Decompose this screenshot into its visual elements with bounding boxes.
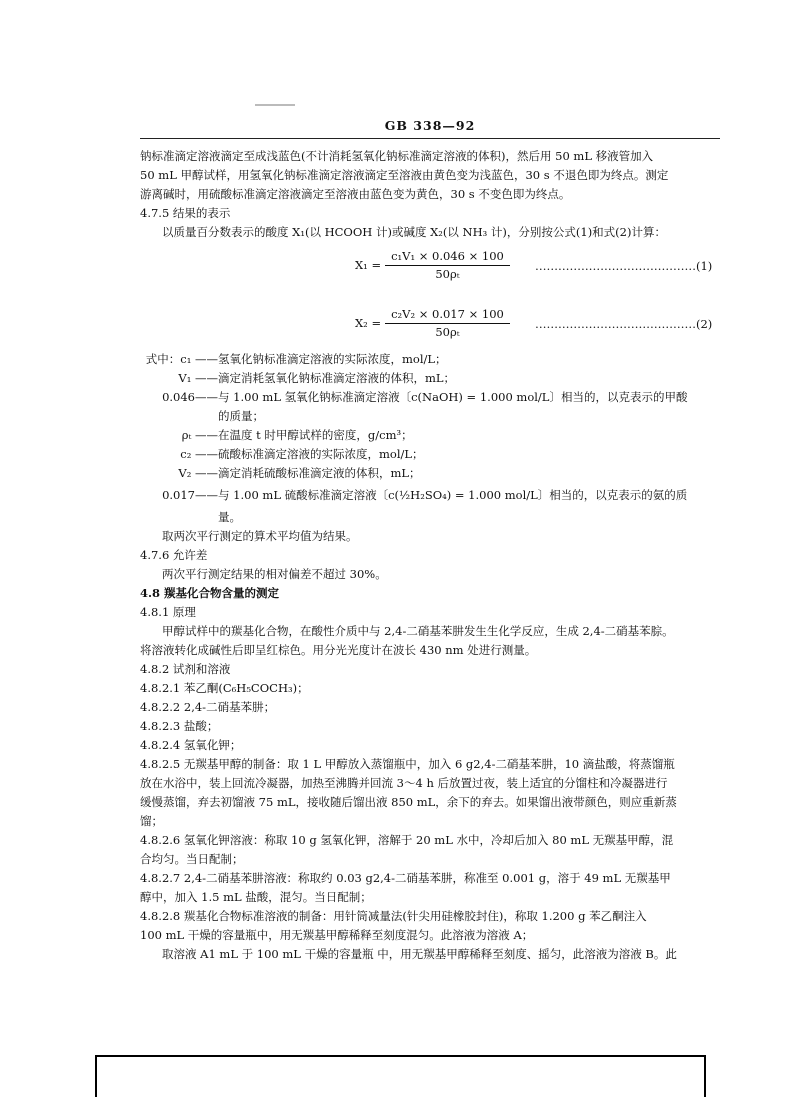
formula-1-denominator: 50ρₜ	[435, 267, 460, 281]
section-4-8-2-3: 4.8.2.3 盐酸；	[140, 719, 219, 733]
formula-1-numerator: c₁V₁ × 0.046 × 100	[385, 248, 510, 266]
section-4-8-2-1: 4.8.2.1 苯乙酮(C₆H₅COCH₃)；	[140, 681, 309, 695]
formula-2	[140, 300, 720, 350]
section-4-8-1-para-1: 甲醇试样中的羰基化合物，在酸性介质中与 2,4-二硝基苯肼发生生化学反应，生成 2,4-二硝基苯腙。	[162, 624, 674, 638]
intro-line-1: 钠标准滴定溶液滴定至成浅蓝色(不计消耗氢氧化钠标准滴定溶液的体积)，然后用 50 mL 移液管加入	[140, 149, 654, 163]
section-4-8-2-4: 4.8.2.4 氢氧化钾；	[140, 738, 242, 752]
section-4-8-heading: 4.8 羰基化合物含量的测定	[140, 586, 280, 600]
intro-line-2: 50 mL 甲醇试样，用氢氧化钠标准滴定溶液滴定至溶液由黄色变为浅蓝色，30 s 不退色即为终点。测定	[140, 168, 669, 182]
formula-1-lhs: X₁ =	[355, 258, 382, 272]
section-4-7-6-heading: 4.7.6 允许差	[140, 548, 208, 562]
def-v1: V₁ —— 滴定消耗氢氧化钠标准滴定溶液的体积，mL；	[178, 371, 456, 385]
last-line: 取溶液 A1 mL 于 100 mL 干燥的容量瓶 中，用无羰基甲醇稀释至刻度、摇匀，此溶液为溶液 B。此	[162, 947, 677, 961]
page-header: GB 338—92	[384, 118, 476, 133]
section-4-8-2-7-line-2: 醇中，加入 1.5 mL 盐酸，混匀。当日配制；	[140, 890, 372, 904]
variable-definitions	[140, 350, 720, 527]
formula-1-number: ……………………………………(1)	[535, 259, 713, 273]
def-0046-cont: 的质量；	[218, 409, 264, 423]
section-4-8-2-8-line-2: 100 mL 干燥的容量瓶中，用无羰基甲醇稀释至刻度混匀。此溶液为溶液 A；	[140, 928, 534, 942]
section-4-7-6-para: 两次平行测定结果的相对偏差不超过 30%。	[162, 567, 387, 581]
average-result: 取两次平行测定的算术平均值为结果。	[162, 529, 358, 543]
formula-2-denominator: 50ρₜ	[435, 325, 460, 339]
section-4-8-2-5-line-3: 缓慢蒸馏，弃去初馏液 75 mL，接收随后馏出液 850 mL，余下的弃去。如果馏出液带颜色，则应重新蒸	[140, 795, 677, 809]
section-4-8-1-para-2: 将溶液转化成碱性后即呈红棕色。用分光光度计在波长 430 nm 处进行测量。	[140, 643, 537, 657]
def-0046: 0.046—— 与 1.00 mL 氢氧化钠标准滴定溶液〔c(NaOH) = 1.000 mol/L〕相当的，以克表示的甲酸	[162, 390, 688, 404]
def-c2: c₂ —— 硫酸标准滴定溶液的实际浓度，mol/L；	[180, 447, 424, 461]
def-v2: V₂ —— 滴定消耗硫酸标准滴定液的体积，mL；	[178, 466, 421, 480]
def-rho: ρₜ —— 在温度 t 时甲醇试样的密度，g/cm³；	[181, 428, 413, 442]
section-4-8-2-6-line-2: 合均匀。当日配制；	[140, 852, 244, 866]
scan-smudge	[255, 104, 295, 106]
section-4-8-1-heading: 4.8.1 原理	[140, 605, 196, 619]
section-4-8-2-2: 4.8.2.2 2,4-二硝基苯肼；	[140, 700, 276, 714]
section-4-7-5-para: 以质量百分数表示的酸度 X₁(以 HCOOH 计)或碱度 X₂(以 NH₃ 计)，分别按公式(1)和式(2)计算：	[162, 225, 666, 239]
def-c1: 式中：c₁ —— 氢氧化钠标准滴定溶液的实际浓度，mol/L；	[145, 352, 447, 366]
page-content	[140, 147, 720, 964]
section-4-8-2-5-line-1: 4.8.2.5 无羰基甲醇的制备：取 1 L 甲醇放入蒸馏瓶中，加入 6 g2,4-二硝基苯肼，10 滴盐酸，将蒸馏瓶	[140, 757, 675, 771]
section-4-8-2-5-line-4: 馏；	[140, 814, 163, 828]
header-rule	[140, 138, 720, 139]
section-4-8-2-5-line-2: 放在水浴中，装上回流冷凝器，加热至沸腾并回流 3～4 h 后放置过夜，装上适宜的分馏柱和冷凝器进行	[140, 776, 668, 790]
formula-2-numerator: c₂V₂ × 0.017 × 100	[385, 306, 510, 324]
formula-2-number: ……………………………………(2)	[535, 317, 713, 331]
intro-line-3: 游离碱时，用硫酸标准滴定溶液滴定至溶液由蓝色变为黄色，30 s 不变色即为终点。	[140, 187, 571, 201]
section-4-7-5-heading: 4.7.5 结果的表示	[140, 206, 231, 220]
def-0017: 0.017—— 与 1.00 mL 硫酸标准滴定溶液〔c(½H₂SO₄) = 1.000 mol/L〕相当的，以克表示的氨的质	[162, 488, 688, 502]
section-4-8-2-7-line-1: 4.8.2.7 2,4-二硝基苯肼溶液：称取约 0.03 g2,4-二硝基苯肼，称准至 0.001 g，溶于 49 mL 无羰基甲	[140, 871, 671, 885]
section-4-8-2-8-line-1: 4.8.2.8 羰基化合物标准溶液的制备：用针筒减量法(针尖用硅橡胶封住)，称取 1.200 g 苯乙酮注入	[140, 909, 647, 923]
formula-1	[140, 242, 720, 292]
section-4-8-2-6-line-1: 4.8.2.6 氢氧化钾溶液：称取 10 g 氢氧化钾，溶解于 20 mL 水中，冷却后加入 80 mL 无羰基甲醇，混	[140, 833, 674, 847]
section-4-8-2-heading: 4.8.2 试剂和溶液	[140, 662, 231, 676]
formula-2-lhs: X₂ =	[355, 316, 382, 330]
def-0017-cont: 量。	[218, 510, 241, 524]
